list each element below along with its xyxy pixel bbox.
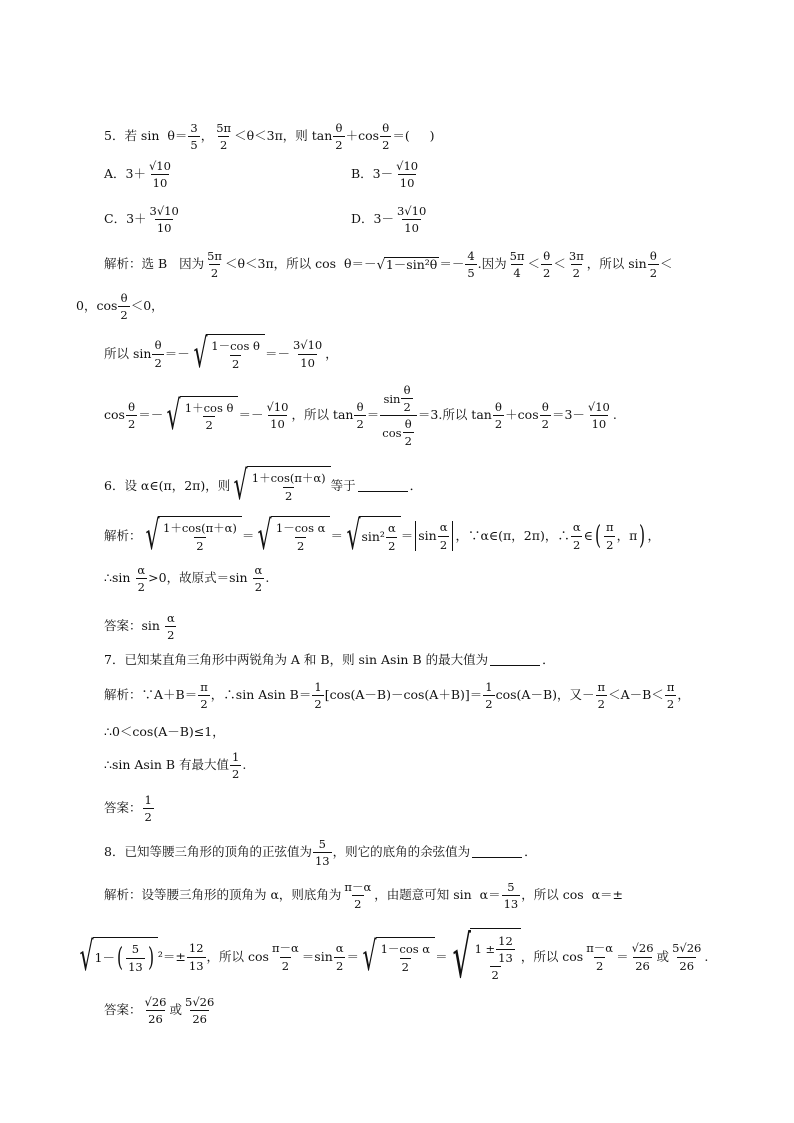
p8-solution-line2: √ 1－ ( 5 13 ) ²＝± $\frac{12}{13}$ ，所以 cos π－α 2 ＝sin α 2 ＝ √ 1－cos α 2 ＝ √ 1 ± $\frac{12}{13}$ 2 ，所以 cos π－α 2 ＝ √26 26 或 5√26 26 . — [79, 923, 709, 991]
p8-solution-line1: 解析：设等腰三角形的顶角为 α，则底角为 π－α 2 ，由题意可知 sin α＝ 5 13 ，所以 cos α＝± — [104, 880, 623, 912]
p5-option-d: D．3－ 3√10 10 — [351, 204, 427, 236]
p7-answer: 答案： 1 2 — [104, 793, 152, 825]
p6-question: 6．设 α∈(π，2π)，则 √ 1＋cos(π＋α) 2 等于 ． — [104, 463, 423, 509]
p8-answer: 答案： √26 26 或 5√26 26 — [104, 995, 215, 1027]
p5-option-a: A．3＋ √10 10 — [104, 159, 171, 191]
p7-solution-line1: 解析：∵A＋B＝ π 2 ，∴sin Asin B＝ 1 2 [cos(A－B)－cos(A＋B)]＝ 1 2 cos(A－B)，又－ π 2 ＜A－B＜ π 2 ， — [104, 680, 690, 712]
answer-blank — [358, 481, 408, 492]
p5-solution-line2: 0，cos θ 2 ＜0， — [76, 291, 164, 323]
answer-blank — [472, 847, 522, 858]
answer-blank — [490, 655, 540, 666]
p5-option-b: B．3－ √10 10 — [351, 159, 419, 191]
p5-solution-line4: cos θ 2 ＝－ √ 1＋cos θ 2 ＝－ √10 10 ，所以 tan θ 2 ＝ sin θ 2 cos θ 2 ＝3.所以 tan θ 2 ＋cos θ 2 ＝3－ √10 10 . — [104, 383, 617, 449]
p8-question: 8．已知等腰三角形的顶角的正弦值为 5 13 ，则它的底角的余弦值为 ． — [104, 837, 537, 869]
p7-question: 7．已知某直角三角形中两锐角为 A 和 B，则 sin Asin B 的最大值为 ． — [104, 652, 555, 667]
p5-solution-line3: 所以 sin θ 2 ＝－ √ 1－cos θ 2 ＝－ 3√10 10 ， — [104, 331, 338, 377]
p7-solution-line3: ∴sin Asin B 有最大值 1 2 . — [104, 750, 247, 782]
p5-option-c: C．3＋ 3√10 10 — [104, 204, 179, 236]
p5-question: 5．若 sin θ＝ 3 5 ， 5π 2 ＜θ＜3π，则 tan θ 2 ＋cos θ 2 ＝( ) — [104, 121, 435, 153]
p6-solution-line2: ∴sin α 2 >0，故原式＝sin α 2 . — [104, 563, 270, 595]
p7-solution-line2: ∴0＜cos(A－B)≤1， — [104, 724, 225, 739]
p6-answer: 答案：sin α 2 — [104, 611, 175, 643]
p6-solution-line1: 解析： √ 1＋cos(π＋α) 2 ＝ √ 1－cos α 2 ＝ √ sin² α 2 ＝ sin α 2 ，∵α∈(π，2π)，∴ α 2 ∈ ( π 2 ，π ) ， — [104, 513, 660, 559]
p5-solution-line1: 解析：选 B 因为 5π 2 ＜θ＜3π，所以 cos θ＝－ √ 1－sin²θ ＝－ 4 5 .因为 5π 4 ＜ θ 2 ＜ 3π 2 ，所以 sin θ 2 ＜ — [104, 249, 673, 281]
